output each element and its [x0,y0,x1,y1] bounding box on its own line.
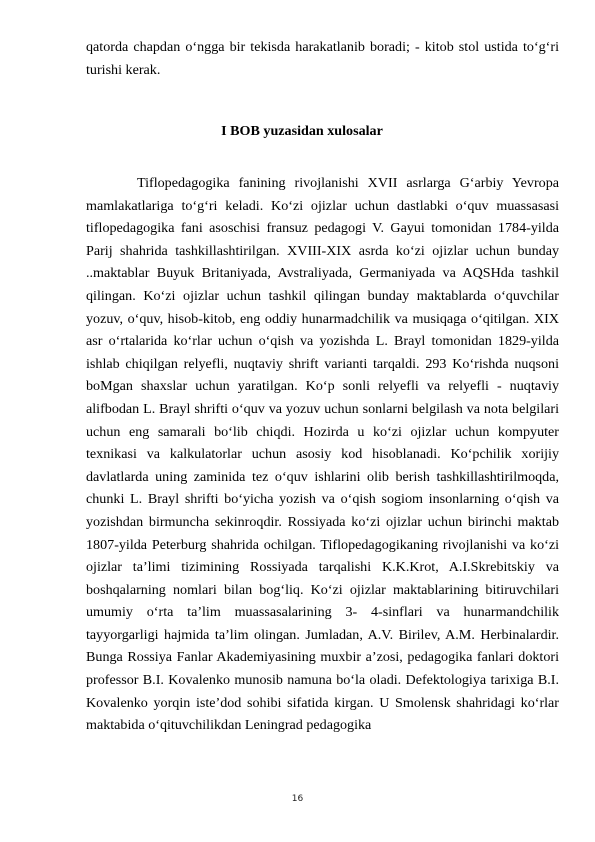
intro-paragraph: qatorda chapdan o‘ngga bir tekisda harakatlanib boradi; - kitob stol ustida to‘g‘ri turishi kerak. [86,39,559,78]
body-paragraph: Tiflopedagogika fanining rivojlanishi XVII asrlarga G‘arbiy Yevropa mamlakatlariga to‘g‘ri keladi. Ko‘zi ojizlar uchun dastlabki o‘quv muassasasi tiflopedagogika fani asoschisi fransuz pedagogi V. Gayui tomonidan 1784-yilda Parij shahrida tashkillashtirilgan. XVIII-XIX asrda ko‘zi ojizlar uchun bunday ..maktablar Buyuk Britaniyada, Avstraliyada, Germaniyada va AQSHda tashkil qilingan. Ko‘zi ojizlar uchun tashkil qilingan bunday maktablarda o‘quvchilar yozuv, o‘quv, hisob-kitob, eng oddiy hunarmadchilik va musiqaga o‘qitilgan. XIX asr o‘rtalarida ko‘rlar uchun o‘qish va yozishda L. Brayl tomonidan 1829-yilda ishlab chiqilgan relyefli, nuqtaviy shrift varianti tarqaldi. 293 Ko‘rishda nuqsoni boMgan shaxslar uchun yaratilgan. Ko‘p sonli relyefli va relyefli - nuqtaviy alifbodan L. Brayl shrifti o‘quv va yozuv uchun sonlarni belgilash va nota belgilari uchun eng samarali bo‘lib chiqdi. Hozirda u ko‘zi ojizlar uchun kompyuter texnikasi va kalkulatorlar uchun asosiy kod hisoblanadi. Ko‘pchilik xorijiy davlatlarda uning zaminida tez o‘quv ishlarini olib berish tashkillashtirilmoqda, chunki L. Brayl shrifti bo‘yicha yozish va o‘qish sogiom insonlarning o‘qish va yozishdan birmuncha sekinroqdir. Rossiyada ko‘zi ojizlar uchun birinchi maktab 1807-yilda Peterburg shahrida ochilgan. Tiflopedagogikaning rivojlanishi va ko‘zi ojizlar ta’limi tizimining Rossiyada tarqalishi K.K.Krot, A.I.Skrebitskiy va boshqalarning nomlari bilan bog‘liq. Ko‘zi ojizlar maktablarining bitiruvchilari umumiy o‘rta ta’lim muassasalarining 3- 4-sinflari va hunarmandchilik tayyorgarligi hajmida ta’lim olingan. Jumladan, A.V. Birilev, A.M. Herbinalardir. Bunga Rossiya Fanlar Akademiyasining muxbir a’zosi, pedagogika fanlari doktori professor B.I. Kovalenko munosib namuna bo‘la oladi. Defektologiya tarixiga B.I. Kovalenko yorqin iste’dod sohibi sifatida kirgan. U Smolensk shahridagi ko‘rlar maktabida o‘qituvchilikdan Leningrad pedagogika [86,175,559,734]
section-heading: I BOB yuzasidan xulosalar [221,123,383,139]
page-number: 16 [291,794,304,804]
